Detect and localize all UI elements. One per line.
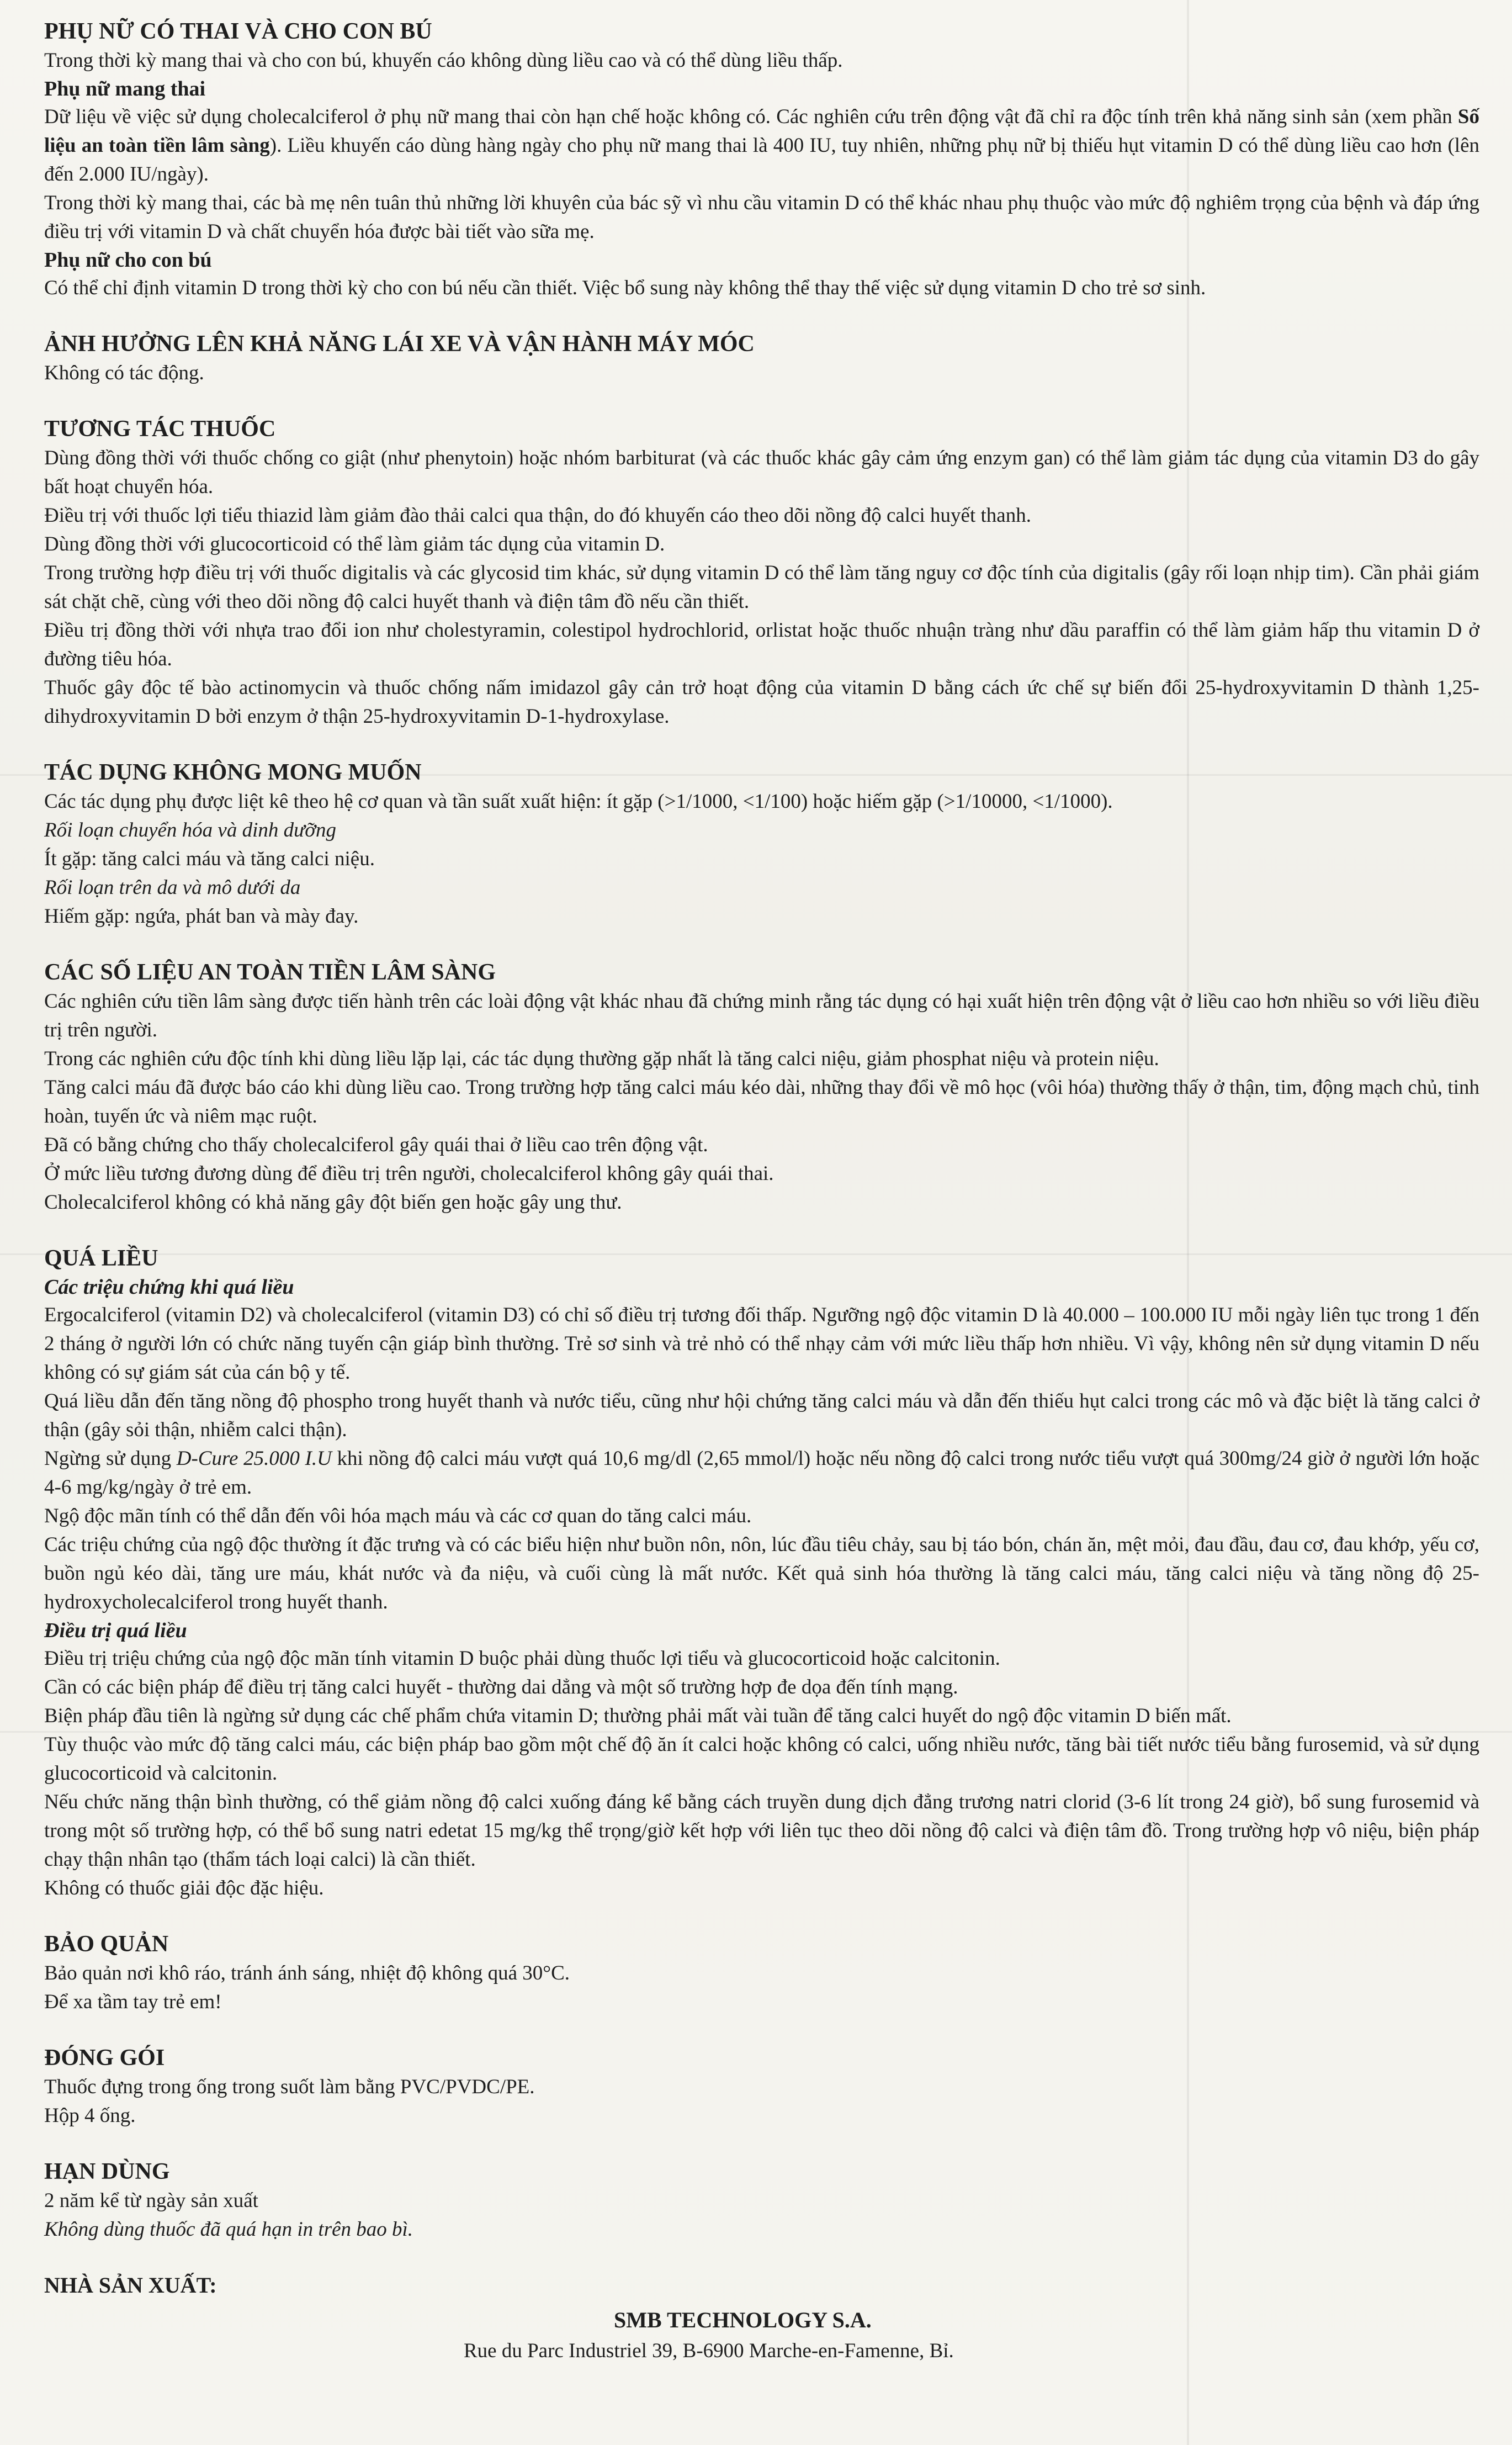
paragraph: Để xa tầm tay trẻ em! — [44, 1991, 222, 2013]
paragraph: Trong thời kỳ mang thai và cho con bú, khuyến cáo không dùng liều cao và có thể dùng liều thấp. — [44, 49, 843, 72]
section-manufacturer — [44, 2271, 1479, 2414]
section-preclinical — [44, 957, 1479, 1217]
product-name: D-Cure 25.000 I.U — [176, 1447, 332, 1470]
leaflet-content — [44, 17, 1479, 2414]
paragraph: Biện pháp đầu tiên là ngừng sử dụng các chế phẩm chứa vitamin D; thường phải mất vài tuần để tăng calci huyết do ngộ độc vitamin D biến mất. — [44, 1705, 1232, 1727]
paragraph: Thuốc gây độc tế bào actinomycin và thuốc chống nấm imidazol gây cản trở hoạt động của vitamin D bằng cách ức chế sự biến đổi 25-hydroxyvitamin D thành 1,25-dihydroxyvitamin D bởi enzym ở thận 25-hydroxyvitamin D-1-hydroxylase. — [44, 676, 1479, 728]
paragraph: Cần có các biện pháp để điều trị tăng calci huyết - thường dai dẳng và một số trường hợp đe dọa đến tính mạng. — [44, 1676, 958, 1698]
section-heading: HẠN DÙNG — [44, 2159, 170, 2184]
section-driving — [44, 329, 1479, 388]
subheading: Các triệu chứng khi quá liều — [44, 1276, 294, 1299]
subheading: Phụ nữ cho con bú — [44, 248, 212, 272]
paragraph: Dùng đồng thời với thuốc chống co giật (như phenytoin) hoặc nhóm barbiturat (và các thuốc khác gây cảm ứng enzym gan) có thể làm giảm tác dụng của vitamin D3 do gây bất hoạt chuyển hóa. — [44, 447, 1479, 498]
section-heading: PHỤ NỮ CÓ THAI VÀ CHO CON BÚ — [44, 19, 432, 44]
manufacturer-label: NHÀ SẢN XUẤT: — [44, 2273, 217, 2298]
paragraph: Các triệu chứng của ngộ độc thường ít đặc trưng và có các biểu hiện như buồn nôn, nôn, lúc đầu tiêu chảy, sau bị táo bón, chán ăn, mệt mỏi, đau đầu, đau cơ, đau khớp, yếu cơ, buồn ngủ kéo dài, tăng ure máu, khát nước và đa niệu, và cuối cùng là mất nước. Kết quả sinh hóa thường là tăng calci máu, tăng calci niệu và tăng nồng độ 25-hydroxycholecalciferol trong huyết thanh. — [44, 1533, 1479, 1613]
paragraph: Có thể chỉ định vitamin D trong thời kỳ cho con bú nếu cần thiết. Việc bổ sung này không thể thay thế việc sử dụng vitamin D cho trẻ sơ sinh. — [44, 277, 1206, 299]
paragraph: Điều trị với thuốc lợi tiểu thiazid làm giảm đào thải calci qua thận, do đó khuyến cáo theo dõi nồng độ calci huyết thanh. — [44, 504, 1031, 527]
paragraph: Điều trị triệu chứng của ngộ độc mãn tính vitamin D buộc phải dùng thuốc lợi tiểu và glucocorticoid hoặc calcitonin. — [44, 1647, 1000, 1670]
paragraph: Không có thuốc giải độc đặc hiệu. — [44, 1877, 324, 1899]
section-heading: BẢO QUẢN — [44, 1931, 169, 1957]
paragraph: Không có tác động. — [44, 362, 204, 384]
paragraph: Ngộ độc mãn tính có thể dẫn đến vôi hóa mạch máu và các cơ quan do tăng calci máu. — [44, 1505, 752, 1527]
paragraph: Ở mức liều tương đương dùng để điều trị trên người, cholecalciferol không gây quái thai. — [44, 1162, 774, 1185]
text-run: Ngừng sử dụng — [44, 1447, 177, 1470]
category-label: Rối loạn trên da và mô dưới da — [44, 876, 301, 899]
paragraph — [44, 103, 1479, 189]
section-heading: QUÁ LIỀU — [44, 1246, 158, 1271]
section-packaging — [44, 2043, 1479, 2130]
paragraph: Hộp 4 ống. — [44, 2104, 136, 2127]
paragraph: Dùng đồng thời với glucocorticoid có thể làm giảm tác dụng của vitamin D. — [44, 533, 665, 555]
paragraph: Các nghiên cứu tiền lâm sàng được tiến hành trên các loài động vật khác nhau đã chứng minh rằng tác dụng có hại xuất hiện trên động vật ở liều cao hơn nhiều so với liều điều trị trên người. — [44, 990, 1479, 1041]
section-heading: CÁC SỐ LIỆU AN TOÀN TIỀN LÂM SÀNG — [44, 960, 496, 985]
paragraph: Thuốc đựng trong ống trong suốt làm bằng PVC/PVDC/PE. — [44, 2076, 535, 2098]
subheading: Điều trị quá liều — [44, 1619, 187, 1642]
section-shelf-life — [44, 2157, 1479, 2244]
paragraph: 2 năm kể từ ngày sản xuất — [44, 2189, 258, 2212]
paragraph: Nếu chức năng thận bình thường, có thể giảm nồng độ calci xuống đáng kể bằng cách truyền dung dịch đẳng trương natri clorid (3-6 lít trong 24 giờ), bổ sung furosemid và trong một số trường hợp, có thể bổ sung natri edetat 15 mg/kg thể trọng/giờ kết hợp với liên tục theo dõi nồng độ calci và điện tâm đồ. Trong trường hợp vô niệu, biện pháp chạy thận nhân tạo (thẩm tách loại calci) là cần thiết. — [44, 1791, 1479, 1871]
manufacturer-address: Rue du Parc Industriel 39, B-6900 Marche-en-Famenne, Bỉ. — [464, 2340, 954, 2362]
section-heading: ẢNH HƯỞNG LÊN KHẢ NĂNG LÁI XE VÀ VẬN HÀNH MÁY MÓC — [44, 331, 755, 357]
section-heading: TÁC DỤNG KHÔNG MONG MUỐN — [44, 760, 422, 785]
paragraph: Đã có bằng chứng cho thấy cholecalciferol gây quái thai ở liều cao trên động vật. — [44, 1134, 708, 1156]
section-side-effects — [44, 758, 1479, 931]
paragraph: Bảo quản nơi khô ráo, tránh ánh sáng, nhiệt độ không quá 30°C. — [44, 1962, 570, 1984]
paragraph: Trong thời kỳ mang thai, các bà mẹ nên tuân thủ những lời khuyên của bác sỹ vì nhu cầu vitamin D có thể khác nhau phụ thuộc vào mức độ nghiêm trọng của bệnh và đáp ứng điều trị với vitamin D và chất chuyển hóa được bài tiết vào sữa mẹ. — [44, 192, 1479, 243]
section-storage — [44, 1929, 1479, 2017]
section-interactions — [44, 414, 1479, 731]
manufacturer-name: SMB TECHNOLOGY S.A. — [614, 2308, 872, 2332]
paragraph: Hiếm gặp: ngứa, phát ban và mày đay. — [44, 905, 359, 928]
paragraph — [44, 1444, 1479, 1502]
paragraph: Tùy thuộc vào mức độ tăng calci máu, các biện pháp bao gồm một chế độ ăn ít calci hoặc không có calci, uống nhiều nước, tăng bài tiết nước tiểu bằng furosemid, và sử dụng glucocorticoid và calcitonin. — [44, 1733, 1479, 1785]
paragraph: Tăng calci máu đã được báo cáo khi dùng liều cao. Trong trường hợp tăng calci máu kéo dài, những thay đổi về mô học (vôi hóa) thường thấy ở thận, tim, động mạch chủ, tinh hoàn, tuyến ức và niêm mạc ruột. — [44, 1076, 1479, 1128]
paragraph: Ít gặp: tăng calci máu và tăng calci niệu. — [44, 848, 375, 870]
paragraph: Các tác dụng phụ được liệt kê theo hệ cơ quan và tần suất xuất hiện: ít gặp (>1/1000, <1/100) hoặc hiếm gặp (>1/10000, <1/1000). — [44, 790, 1113, 813]
category-label: Rối loạn chuyển hóa và dinh dưỡng — [44, 819, 337, 842]
paragraph: Không dùng thuốc đã quá hạn in trên bao bì. — [44, 2218, 413, 2241]
paragraph: Cholecalciferol không có khả năng gây đột biến gen hoặc gây ung thư. — [44, 1191, 622, 1214]
subheading: Phụ nữ mang thai — [44, 77, 206, 100]
section-pregnancy — [44, 17, 1479, 303]
paragraph: Điều trị đồng thời với nhựa trao đổi ion như cholestyramin, colestipol hydrochlorid, orlistat hoặc thuốc nhuận tràng như dầu paraffin có thể làm giảm hấp thu vitamin D ở đường tiêu hóa. — [44, 619, 1479, 670]
section-heading: ĐÓNG GÓI — [44, 2045, 165, 2071]
section-overdose — [44, 1243, 1479, 1903]
paragraph: Ergocalciferol (vitamin D2) và cholecalciferol (vitamin D3) có chỉ số điều trị tương đối thấp. Ngưỡng ngộ độc vitamin D là 40.000 – 100.000 IU mỗi ngày liên tục trong 1 đến 2 tháng ở người lớn có chức năng tuyến cận giáp bình thường. Trẻ sơ sinh và trẻ nhỏ có thể nhạy cảm với mức liều thấp hơn nhiều. Vì vậy, không nên sử dụng vitamin D nếu không có sự giám sát của cán bộ y tế. — [44, 1304, 1479, 1384]
text-run: khi nồng độ calci máu vượt quá 10,6 mg/dl (2,65 mmol/l) hoặc nếu nồng độ calci trong nước tiểu vượt quá 300mg/24 giờ ở người lớn hoặc 4-6 mg/kg/ngày ở trẻ em. — [44, 1447, 1479, 1499]
text-run: ). Liều khuyến cáo dùng hàng ngày cho phụ nữ mang thai là 400 IU, tuy nhiên, những phụ nữ bị thiếu hụt vitamin D có thể dùng liều cao hơn (lên đến 2.000 IU/ngày). — [44, 134, 1479, 186]
paragraph: Quá liều dẫn đến tăng nồng độ phospho trong huyết thanh và nước tiểu, cũng như hội chứng tăng calci máu và dẫn đến thiếu hụt calci trong các mô và đặc biệt là tăng calci ở thận (gây sỏi thận, nhiễm calci thận). — [44, 1390, 1479, 1441]
paragraph: Trong các nghiên cứu độc tính khi dùng liều lặp lại, các tác dụng thường gặp nhất là tăng calci niệu, giảm phosphat niệu và protein niệu. — [44, 1047, 1159, 1070]
paragraph: Trong trường hợp điều trị với thuốc digitalis và các glycosid tim khác, sử dụng vitamin D có thể làm tăng nguy cơ độc tính của digitalis (gây rối loạn nhịp tim). Cần phải giám sát chặt chẽ, cùng với theo dõi nồng độ calci huyết thanh và điện tâm đồ nếu cần thiết. — [44, 562, 1479, 613]
section-heading: TƯƠNG TÁC THUỐC — [44, 416, 276, 442]
text-run: Dữ liệu về việc sử dụng cholecalciferol ở phụ nữ mang thai còn hạn chế hoặc không có. Các nghiên cứu trên động vật đã chỉ ra độc tính trên khả năng sinh sản (xem phần — [44, 105, 1458, 128]
cross-reference: Số liệu an toàn tiền lâm sàng — [44, 105, 1479, 157]
